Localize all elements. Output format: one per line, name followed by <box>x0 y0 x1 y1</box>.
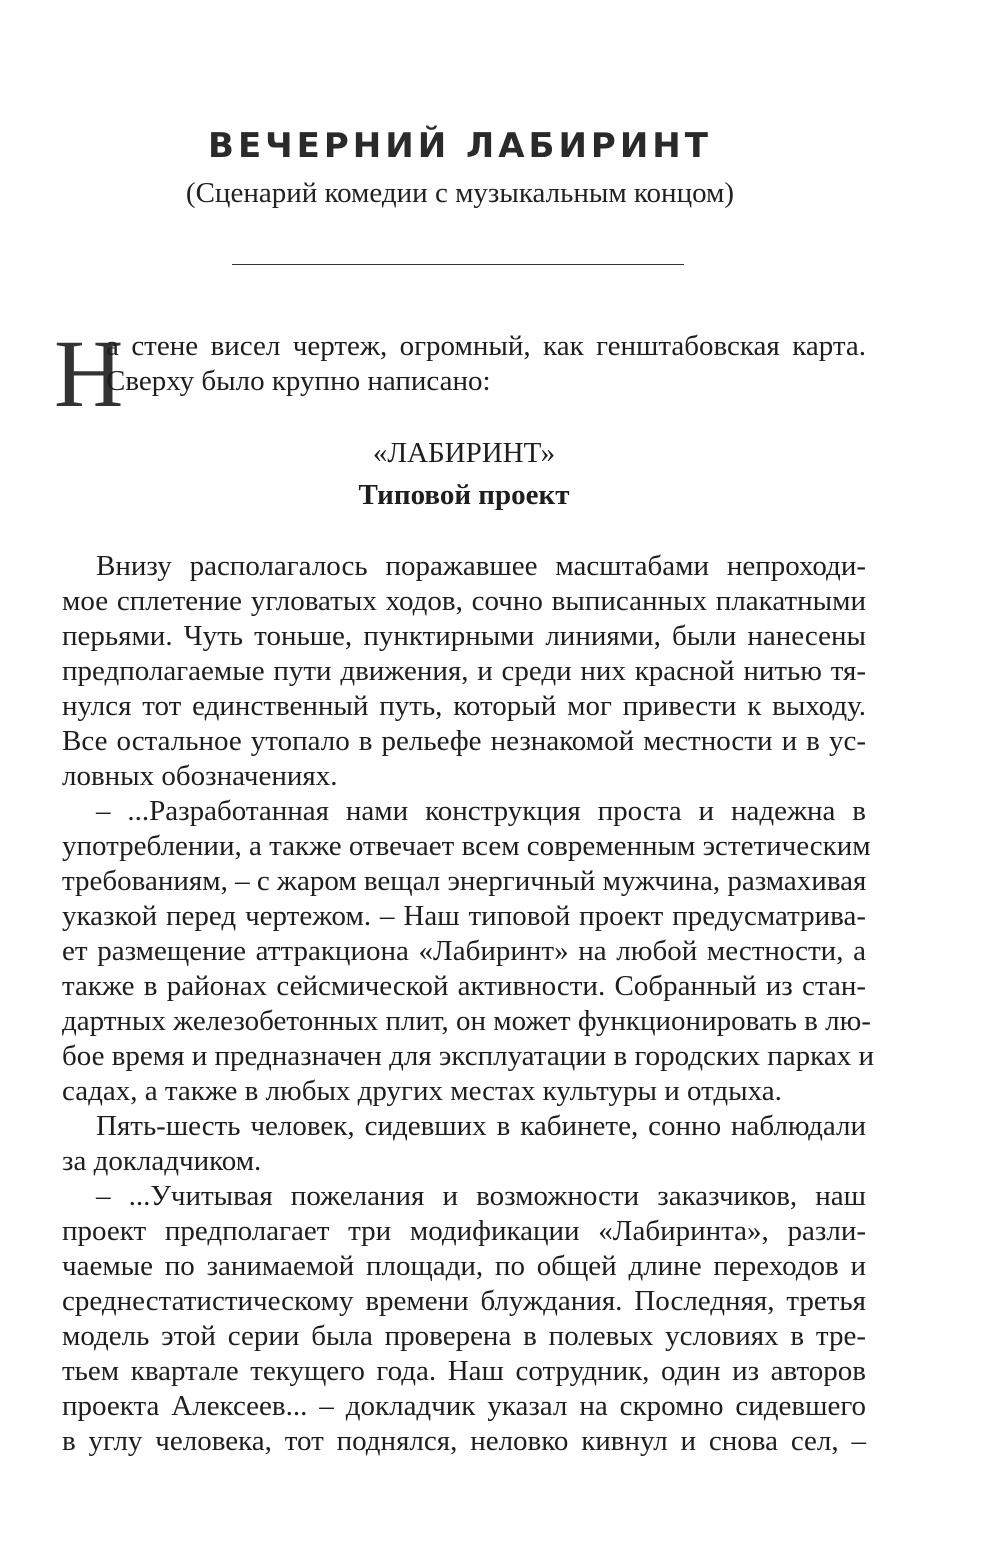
body-line: чаемые по занимаемой площади, по общей длине переходов и <box>62 1250 866 1282</box>
chapter-title: ВЕЧЕРНИЙ ЛАБИРИНТ <box>208 126 712 166</box>
body-line: Все остальное утопало в рельефе незнакомой местности и в ус- <box>62 725 866 757</box>
body-line: модель этой серии была проверена в полевых условиях в тре- <box>62 1320 866 1352</box>
body-line: перьями. Чуть тоньше, пунктирными линиями, были нанесены <box>62 620 866 652</box>
body-line: ет размещение аттракциона «Лабиринт» на любой местности, а <box>62 935 866 967</box>
body-line: проекта Алексеев... – докладчик указал на скромно сидевшего <box>62 1390 866 1422</box>
body-line: ловных обозначениях. <box>62 760 338 792</box>
body-line: проект предполагает три модификации «Лабиринта», разли- <box>62 1215 866 1247</box>
title-divider <box>232 264 684 265</box>
body-line: также в районах сейсмической активности. Собранный из стан- <box>62 970 866 1002</box>
intro-line: а стене висел чертеж, огромный, как генштабовская карта. <box>106 330 866 362</box>
body-line: мое сплетение угловатых ходов, сочно выписанных плакатными <box>62 585 866 617</box>
body-line: тьем квартале текущего года. Наш сотрудник, один из авторов <box>62 1355 866 1387</box>
body-line: нулся тот единственный путь, который мог привести к выходу. <box>62 690 866 722</box>
body-line: предполагаемые пути движения, и среди них красной нитью тя- <box>62 655 866 687</box>
body-line: – ...Разработанная нами конструкция проста и надежна в <box>96 795 866 827</box>
body-line: указкой перед чертежом. – Наш типовой проект предусматрива- <box>62 900 866 932</box>
sign-caption: Типовой проект <box>358 479 570 511</box>
chapter-subtitle: (Сценарий комедии с музыкальным концом) <box>185 177 735 209</box>
body-line: среднестатистическому времени блуждания. Последняя, третья <box>62 1285 866 1317</box>
sign-name: «ЛАБИРИНТ» <box>372 437 556 469</box>
body-line: Внизу располагалось поражавшее масштабами непроходи- <box>96 550 866 582</box>
intro-line: Сверху было крупно написано: <box>106 365 491 397</box>
drop-cap: Н <box>54 320 124 427</box>
body-line: – ...Учитывая пожелания и возможности заказчиков, наш <box>96 1180 866 1212</box>
body-line: требованиям, – с жаром вещал энергичный мужчина, размахивая <box>62 865 867 897</box>
body-line: садах, а также в любых других местах культуры и отдыха. <box>62 1075 782 1107</box>
body-line: дартных железобетонных плит, он может функционировать в лю- <box>62 1005 871 1037</box>
body-line: Пять-шесть человек, сидевших в кабинете, сонно наблюдали <box>96 1110 866 1142</box>
body-line: бое время и предназначен для эксплуатации в городских парках и <box>62 1040 874 1072</box>
body-line: за докладчиком. <box>62 1145 262 1177</box>
body-line: употреблении, а также отвечает всем современным эстетическим <box>62 830 871 862</box>
body-line: в углу человека, тот поднялся, неловко кивнул и снова сел, – <box>62 1425 866 1457</box>
